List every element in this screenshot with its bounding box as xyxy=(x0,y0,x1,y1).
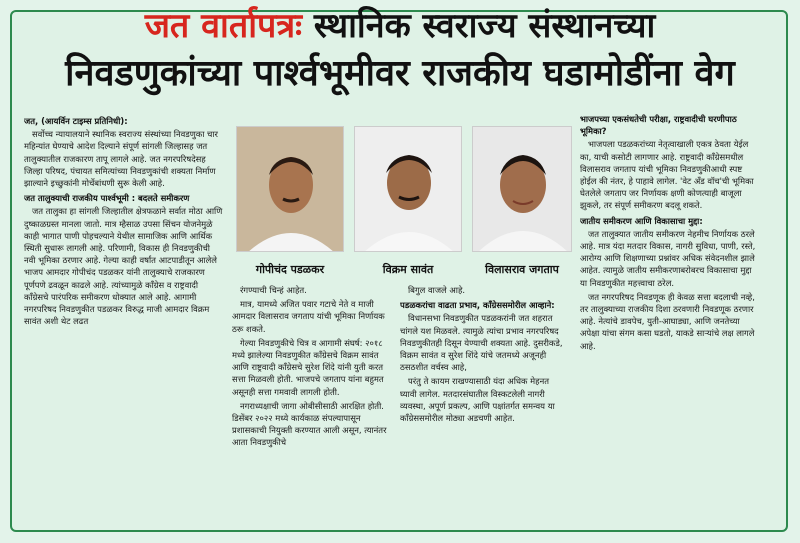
article-column-3 xyxy=(400,284,568,518)
paragraph: जत तालुक्यात जातीय समीकरण नेहमीच निर्णायक ठरले आहे. मात्र यंदा मतदार विकास, नागरी सुविधा, पाणी, रस्ते, आरोग्य आणि शिक्षणाच्या प्रश्नांवर अधिक संवेदनशील झाले आहेत. त्यामुळे जातीय समीकरणाबरोबरच विकासाचा मुद्दा या निवडणुकीत महत्त्वाचा ठरेल. xyxy=(580,228,756,288)
portrait-icon xyxy=(473,127,572,252)
photo-vikram-sawant xyxy=(354,126,462,252)
portrait-icon xyxy=(355,127,462,252)
paragraph: गेल्या निवडणुकीचे चित्र व आगामी संघर्ष: २०१८ मध्ये झालेल्या निवडणुकीत काँग्रेसचे विक्रम सावंत आणि राष्ट्रवादी काँग्रेसचे सुरेश शिंदे यांनी युती करत सत्ता मिळवली होती. भाजपचे जगताप यांना बहुमत असूनही सत्ता गमवावी लागली होती. xyxy=(232,337,384,397)
subheading: जत तालुक्याची राजकीय पार्श्वभूमी : बदलते समीकरण xyxy=(24,193,190,204)
photo-caption: विक्रम सावंत xyxy=(382,263,434,276)
dateline: जत, (आयर्विन टाइम्स प्रतिनिधी): xyxy=(24,116,128,126)
headline-line2: निवडणुकांच्या पार्श्वभूमीवर राजकीय घडामोडींना वेग xyxy=(65,53,735,94)
paragraph: मात्र, यामध्ये अजित पवार गटाचे नेते व माजी आमदार विलासराव जगताप यांची भूमिका निर्णायक ठरू शकते. xyxy=(232,299,385,334)
portrait-icon xyxy=(237,127,344,252)
subheading: जातीय समीकरण आणि विकासाचा मुद्दा: xyxy=(580,215,703,226)
photo-vilasrao-jagtap xyxy=(472,126,572,252)
paragraph: जत नगरपरिषद निवडणूक ही केवळ सत्ता बदलाची नव्हे, तर तालुक्याच्या राजकीय दिशा ठरवणारी निवडणूक ठरणार आहे. नेत्यांचे डावपेच, युती-आघाड्या, आणि जनतेच्या अपेक्षा यांचा संगम कसा घडतो, याकडे सार्‍यांचे लक्ष लागले आहे. xyxy=(580,291,755,351)
article-column-4 xyxy=(580,110,760,518)
headline-title-1: स्थानिक स्वराज्य संस्थानच्या xyxy=(313,6,656,46)
paragraph: विधानसभा निवडणुकीत पडळकरांनी जत शहरात चांगले यश मिळवले. त्यामुळे त्यांचा प्रभाव नगरपरिषद निवडणुकीतही दिसून येण्याची शक्यता आहे. दुसरीकडे, विक्रम सावंत व सुरेश शिंदे यांचे जतमध्ये अजूनही ठसठशीत वर्चस्व आहे, xyxy=(400,313,563,373)
photo-caption: गोपीचंद पडळकर xyxy=(255,263,325,276)
article-column-2 xyxy=(232,284,392,518)
paragraph: सर्वोच्च न्यायालयाने स्थानिक स्वराज्य संस्थांच्या निवडणुका चार महिन्यांत घेण्याचे आदेश दिल्याने संपूर्ण सांगली जिल्हासह जत तालुक्यातील राजकारण तापू लागले आहे. जत नगरपरिषदेसह जिल्हा परिषद, पंचायत समित्यांच्या निवडणुकांची शक्यता निर्माण झाल्याने इच्छुकांनी मोर्चेबांधणी सुरू केली आहे. xyxy=(24,129,218,189)
photo-gopichand-padalkar xyxy=(236,126,344,252)
subheading: पडळकरांचा वाढता प्रभाव, काँग्रेससमोरील आव्हाने: xyxy=(400,300,555,311)
headline-line1 xyxy=(0,6,800,46)
photo-caption: विलासराव जगताप xyxy=(485,263,559,276)
paragraph: भाजपला पडळकरांच्या नेतृत्वाखाली एकत्र ठेवता येईल का, याची कसोटी लागणार आहे. राष्ट्रवादी काँग्रेसमधील विलासराव जगताप यांची भूमिका निवडणुकीआधी स्पष्ट होईल की नंतर, हे पाहावे लागेल. 'वेट अँड वॉच'ची भूमिका घेतलेले जगताप जर निर्णायक क्षणी कोणत्याही बाजूला झुकले, तर संपूर्ण समीकरण बदलू शकते. xyxy=(580,139,754,211)
paragraph: जत तालुका हा सांगली जिल्हातील क्षेत्रफळाने सर्वात मोठा आणि दुष्काळग्रस्त मानला जातो. मात्र म्हैसाळ उपसा सिंचन योजनेमुळे काही भागात पाणी पोहचल्याने येथील सामाजिक आणि आर्थिक स्थिती सुधारू लागली आहे. परिणामी, विकास ही निवडणुकीची नवी भूमिका ठरणार आहे. गेल्या काही वर्षांत आटपाडीतून आलेले भाजप आमदार गोपीचंद पडळकर यांनी तालुक्याचे राजकारण पूर्णपणे ढवळून काढले आहे. त्यांच्यामुळे काँग्रेस व राष्ट्रवादी काँग्रेसचे पारंपरिक समीकरण धोक्यात आले आहे. आगामी नगरपरिषद निवडणुकीत पडळकर विरुद्ध माजी आमदार विक्रम सावंत अशी थेट लढत xyxy=(24,206,223,327)
paragraph: परंतु ते कायम राखण्यासाठी यंदा अधिक मेहनत घ्यावी लागेल. मतदारसंघातील विस्कटलेली नागरी व्यवस्था, अपूर्ण प्रकल्प, आणि पक्षांतर्गत समन्वय या काँग्रेससमोरील मोठ्या अडचणी आहेत. xyxy=(400,376,555,424)
subheading: भाजपच्या एकसंधतेची परीक्षा, राष्ट्रवादीची घरणीपाठ भूमिका? xyxy=(580,114,737,137)
article-column-1 xyxy=(24,112,224,518)
paragraph: बिगुल वाजले आहे. xyxy=(408,285,466,295)
headline-label: जत वार्तापत्रः xyxy=(144,6,302,46)
paragraph: रंगण्याची चिन्हं आहेत. xyxy=(240,285,307,295)
paragraph: नगराध्यक्षाची जागा ओबीसीसाठी आरक्षित होती. डिसेंबर २०२२ मध्ये कार्यकाळ संपल्यापासून प्रशासकाची नियुक्ती करण्यात आली असून, त्यानंतर आता निवडणुकीचे xyxy=(232,400,387,448)
